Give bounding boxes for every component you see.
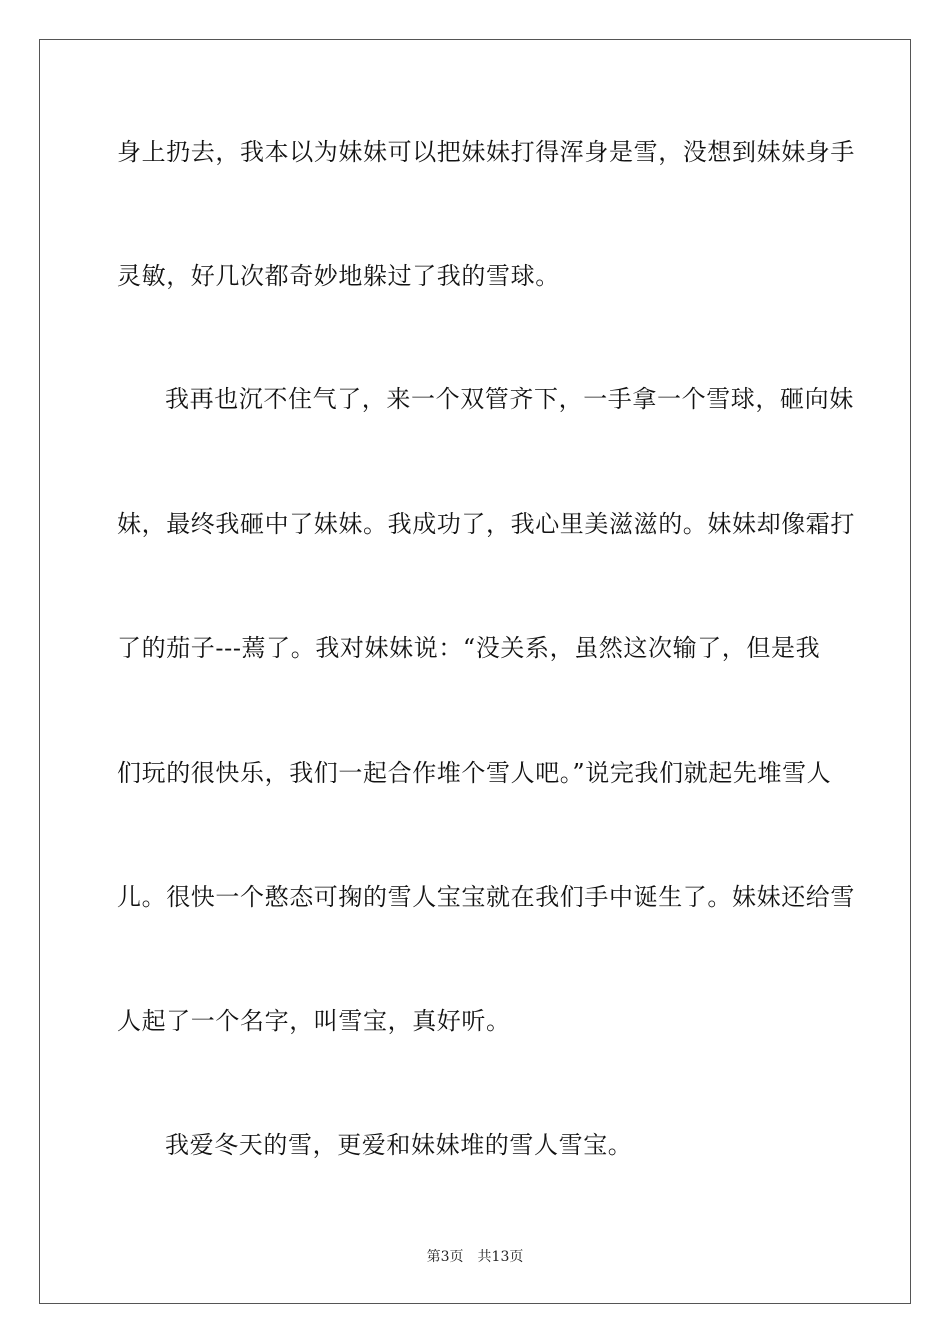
total-pages: 共13页 — [477, 1249, 524, 1265]
body-text-line: 儿。很快一个憨态可掬的雪人宝宝就在我们手中诞生了。妹妹还给雪 — [117, 883, 855, 911]
page-border — [39, 39, 911, 1304]
body-text-line: 人起了一个名字，叫雪宝，真好听。 — [117, 1007, 511, 1035]
body-text-line: 了的茄子---蔫了。我对妹妹说：“没关系，虽然这次输了，但是我 — [117, 634, 821, 662]
body-text-line: 妹，最终我砸中了妹妹。我成功了，我心里美滋滋的。妹妹却像霜打 — [117, 510, 855, 538]
body-text-line: 灵敏，好几次都奇妙地躲过了我的雪球。 — [117, 262, 560, 290]
body-text-line: 们玩的很快乐，我们一起合作堆个雪人吧。”说完我们就起先堆雪人 — [117, 759, 832, 787]
page-number: 第3页 — [426, 1249, 464, 1265]
body-text-line: 身上扔去，我本以为妹妹可以把妹妹打得浑身是雪，没想到妹妹身手 — [117, 138, 855, 166]
page-footer — [0, 1248, 950, 1266]
body-text-line: 我爱冬天的雪，更爱和妹妹堆的雪人雪宝。 — [165, 1131, 633, 1159]
body-text-line: 我再也沉不住气了，来一个双管齐下，一手拿一个雪球，砸向妹 — [165, 385, 854, 413]
